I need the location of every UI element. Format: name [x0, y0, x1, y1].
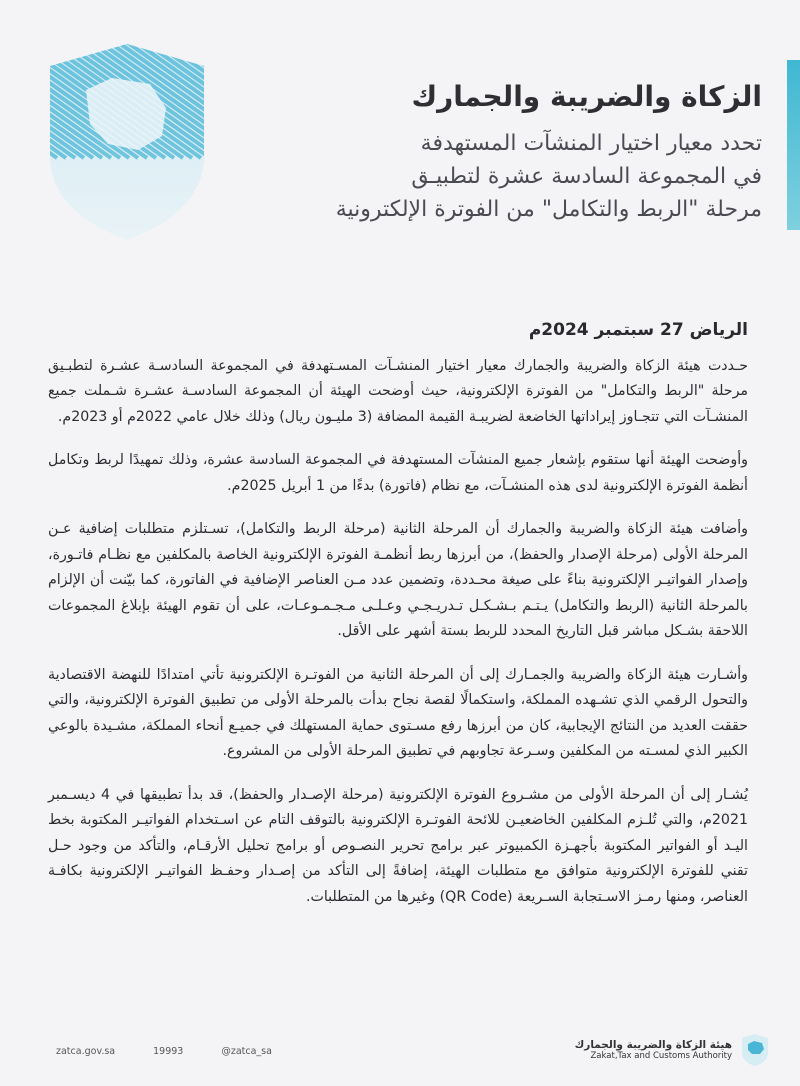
headline-line: في المجموعة السادسة عشرة لتطبيـق — [411, 164, 762, 189]
org-name: الزكاة والضريبة والجمارك — [411, 80, 762, 113]
shield-emblem-icon — [42, 38, 212, 243]
paragraph: وأوضحت الهيئة أنها ستقوم بإشعار جميع المنشآت المستهدفة في المجموعة السادسة عشرة، وذلك تمهيدًا لربط وتكامل أنظمة الفوترة الإلكترونية لدى هذه المنشـآت، مع نظام (فاتورة) بدءًا من 1 أبريل 2025م. — [48, 452, 748, 494]
footer-links — [56, 1046, 272, 1057]
paragraph: حـددت هيئة الزكاة والضريبة والجمارك معيار اختيار المنشـآت المسـتهدفة في المجموعة السادسـة عشـرة لتطبـيق مرحلة "الربط والتكامل" من الفوترة الإلكترونية، حيث أوضحت الهيئة أن المجموعة السادسـة عشـرة شـملت جميع المنشـآت التي تتجـاوز إيراداتها الخاضعة لضريبـة القيمة المضافة (3 مليـون ريال) وذلك خلال عامي 2022م أو 2023م. — [48, 357, 748, 425]
brand-name-en: Zakat,Tax and Customs Authority — [590, 1051, 732, 1061]
dateline: الرياض 27 سبتمبر 2024م — [528, 320, 748, 340]
paragraph: وأضافت هيئة الزكاة والضريبة والجمارك أن المرحلة الثانية (مرحلة الربط والتكامل)، تسـتلزم متطلبات إضافية عـن المرحلة الأولى (مرحلة الإصدار والحفظ)، من أبرزها ربط أنظمـة الفوترة الإلكترونية الخاصة بالمكلفين مع نظـام فاتـورة، وإصدار الفواتيـر الإلكترونية بناءً على صيغة محـددة، وتضمين عدد مـن العناصر الإضافية في الفاتورة، كما بيّنت أن الإلزام بالمرحلة الثانية (الربط والتكامل) يـتـم بـشـكـل تـدريـجـي وعـلـى مـجـمـوعـات، على أن تقوم الهيئة بإبلاغ المجموعات اللاحقة بشـكل مباشر قبل التاريخ المحدد للربط بستة أشهر على الأقل. — [48, 521, 748, 639]
shield-stripe — [211, 38, 212, 158]
headline — [242, 127, 762, 226]
brand-text — [575, 1039, 732, 1061]
brand-name-ar: هيئة الزكاة والضريبة والجمارك — [574, 1039, 732, 1051]
accent-bar — [787, 60, 800, 230]
website-link[interactable]: zatca.gov.sa — [56, 1046, 116, 1057]
header — [242, 80, 762, 226]
zatca-logo-icon — [740, 1032, 770, 1068]
phone-number: 19993 — [153, 1046, 184, 1057]
paragraph: يُشـار إلى أن المرحلة الأولى من مشـروع الفوترة الإلكترونية (مرحلة الإصـدار والحفظ)، قد بدأ تطبيقها في 4 ديسـمبر 2021م، والتي تُلـزم المكلفين الخاضعيـن للائحة الفوتـرة الإلكترونية بالتوقف التام عن اسـتخدام الفواتيـر المكتوبة بخط اليـد أو الفواتير المكتوبة بأجهـزة الكمبيوتر عبر برامج تحرير النصـوص أو برامج تحليل الأرقـام، والتأكد من وجود حـل تقني للفوترة الإلكترونية متوافق مع متطلبات الهيئة، إضافةً إلى التأكد من إصـدار وحفـظ الفواتيـر الإلكترونية بكافـة العناصر، ومنها رمـز الاسـتجابة السـريعة (QR Code) وغيرها من المتطلبات. — [48, 786, 748, 905]
press-release-body — [48, 318, 748, 928]
headline-line: مرحلة "الربط والتكامل" من الفوترة الإلكترونية — [335, 197, 762, 222]
footer — [0, 1016, 800, 1086]
footer-brand — [575, 1032, 770, 1068]
headline-line: تحدد معيار اختيار المنشآت المستهدفة — [420, 131, 762, 156]
paragraph: وأشـارت هيئة الزكاة والضريبة والجمـارك إلى أن المرحلة الثانية من الفوتـرة الإلكترونية تأتي امتدادًا للنهضة الاقتصادية والتحول الرقمي الذي تشـهده المملكة، واستكمالًا لقصة نجاح بدأت بالمرحلة الأولى من تطبيق الفوترة الإلكترونية، والتي حققت العديد من النتائج الإيجابية، كان من أبرزها رفع مسـتوى حماية المستهلك في جميـع أنحاء المملكة، مشـيدة بالوعي الكبير الذي لمسـته من المكلفين وسـرعة تجاوبهم في تطبيق المرحلة الأولى من المشروع. — [48, 666, 748, 759]
social-handle[interactable]: @zatca_sa — [221, 1046, 272, 1057]
shield-stripe — [42, 38, 48, 158]
